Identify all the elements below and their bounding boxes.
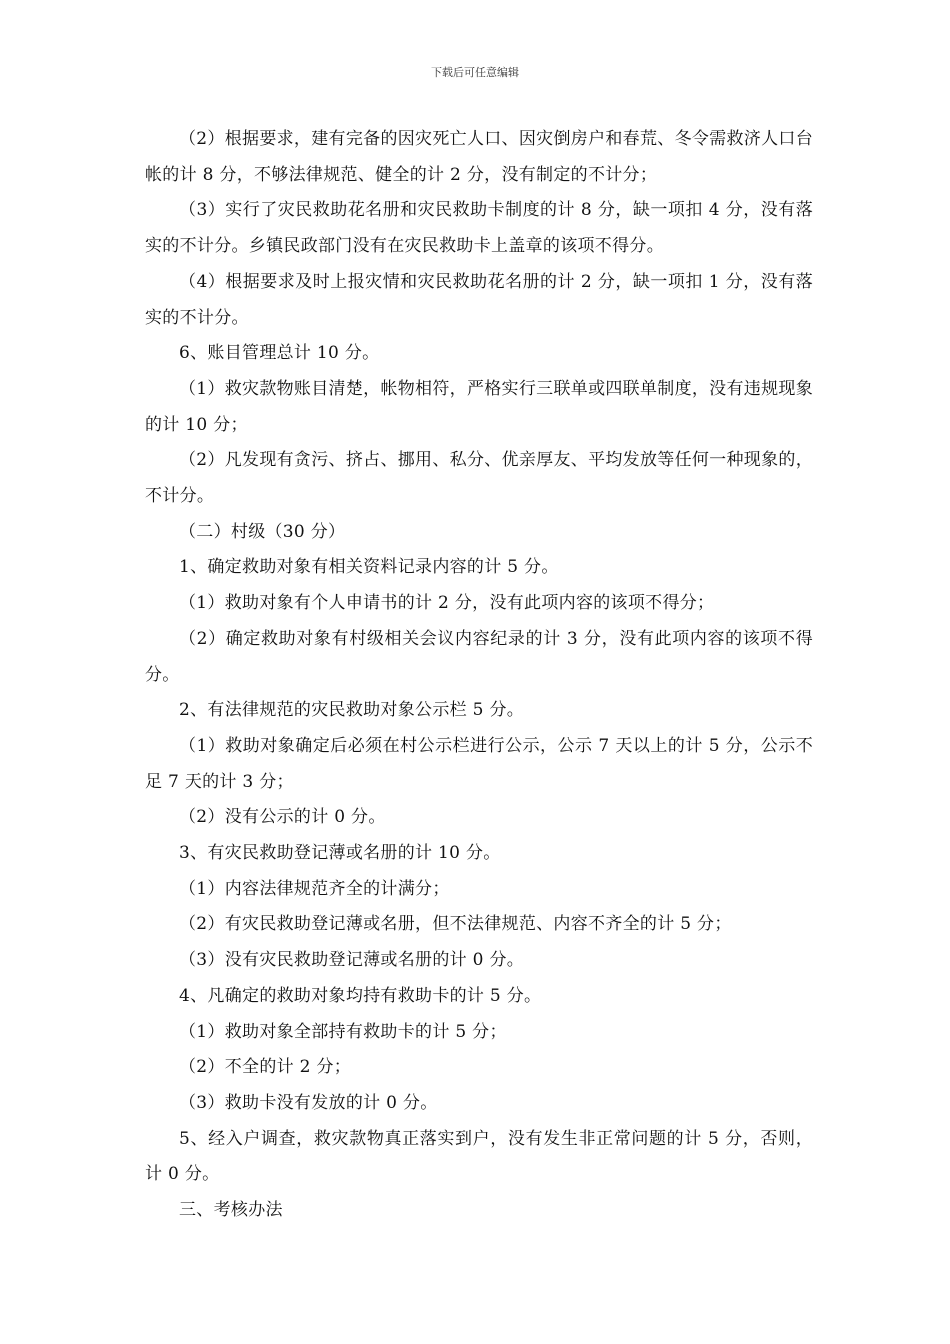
paragraph: （2）没有公示的计 0 分。: [179, 807, 386, 828]
paragraph: （1）救灾款物账目清楚，帐物相符，严格实行三联单或四联单制度，没有违规现象的计 10 分；: [145, 378, 813, 435]
paragraph: （1）救助对象全部持有救助卡的计 5 分；: [179, 1021, 507, 1042]
page-header: 下载后可任意编辑: [431, 66, 519, 79]
section-heading: 2、有法律规范的灾民救助对象公示栏 5 分。: [179, 700, 525, 721]
paragraph: （2）有灾民救助登记薄或名册，但不法律规范、内容不齐全的计 5 分；: [179, 914, 732, 935]
section-heading: 3、有灾民救助登记薄或名册的计 10 分。: [179, 843, 501, 864]
paragraph: （4）根据要求及时上报灾情和灾民救助花名册的计 2 分，缺一项扣 1 分，没有落实的不计分。: [145, 271, 813, 328]
section-heading: 4、凡确定的救助对象均持有救助卡的计 5 分。: [179, 985, 542, 1006]
paragraph: （2）凡发现有贪污、挤占、挪用、私分、优亲厚友、平均发放等任何一种现象的，不计分。: [145, 450, 813, 507]
paragraph: （2）确定救助对象有村级相关会议内容纪录的计 3 分，没有此项内容的该项不得分。: [145, 628, 813, 685]
paragraph: （2）不全的计 2 分；: [179, 1057, 352, 1078]
paragraph: （1）内容法律规范齐全的计满分；: [179, 878, 450, 899]
paragraph: （1）救助对象确定后必须在村公示栏进行公示，公示 7 天以上的计 5 分，公示不足 7 天的计 3 分；: [145, 735, 813, 792]
paragraph: （3）实行了灾民救助花名册和灾民救助卡制度的计 8 分，缺一项扣 4 分，没有落实的不计分。乡镇民政部门没有在灾民救助卡上盖章的该项不得分。: [145, 200, 813, 257]
section-heading: 1、确定救助对象有相关资料记录内容的计 5 分。: [179, 557, 559, 578]
section-heading: （二）村级（30 分）: [179, 521, 346, 542]
document-body: [145, 122, 813, 1229]
paragraph: （3）没有灾民救助登记薄或名册的计 0 分。: [179, 950, 525, 971]
section-heading: 6、账目管理总计 10 分。: [179, 343, 380, 364]
paragraph: （1）救助对象有个人申请书的计 2 分，没有此项内容的该项不得分；: [179, 593, 715, 614]
paragraph: （2）根据要求，建有完备的因灾死亡人口、因灾倒房户和春荒、冬令需救济人口台帐的计 8 分，不够法律规范、健全的计 2 分，没有制定的不计分；: [145, 129, 813, 185]
section-heading: 三、考核办法: [179, 1200, 283, 1221]
section-heading: 5、经入户调查，救灾款物真正落实到户，没有发生非正常问题的计 5 分，否则，计 0 分。: [145, 1128, 813, 1185]
paragraph: （3）救助卡没有发放的计 0 分。: [179, 1092, 438, 1113]
